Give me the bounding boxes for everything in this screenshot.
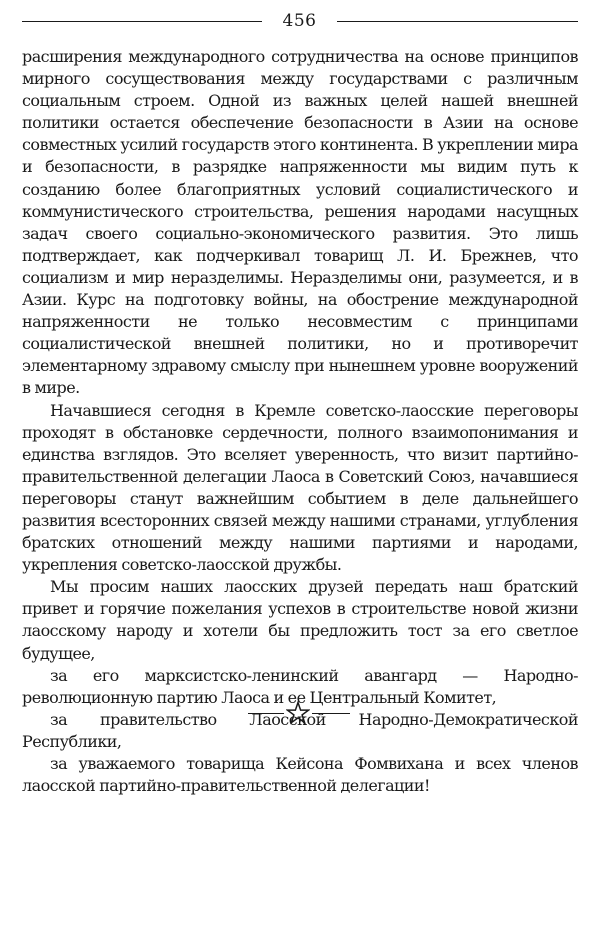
toast-line-vanguard: за его марксистско-ленинский авангард — Народно-революционную партию Лаоса и ее Центральный Комитет, [22, 665, 578, 707]
header-rule-right [337, 21, 578, 22]
page-number: 456 [282, 11, 317, 31]
page-header [22, 10, 578, 34]
paragraph-1: расширения международного сотрудничества на основе принципов мирного сосуществования между государствами с различным социальным строем. Одной из важных целей нашей внешней политики остается обеспечение безопасности в Азии на основе совместных усилий государств этого континента. В укреплении мира и безопасности, в разрядке напряженности мы видим путь к созданию более благоприятных условий социалистического и коммунистического строительства, решения народами насущных задач своего социально-экономического развития. Это лишь подтверждает, как подчеркивал товарищ Л. И. Брежнев, что социализм и мир неразделимы. Неразделимы они, разумеется, и в Азии. Курс на подготовку войны, на обострение международной напряженности не только несовместим с принципами социалистической внешней политики, но и противоречит элементарному здравому смыслу при нынешнем уровне вооружений в мире. [22, 47, 578, 398]
toast-line-delegation: за уважаемого товарища Кейсона Фомвихана и всех членов лаосской партийно-правительственной делегации! [22, 754, 578, 796]
page-body [22, 46, 578, 797]
section-end-ornament [248, 700, 352, 726]
ornament-rule-right [312, 713, 350, 714]
star-outline-icon [286, 701, 310, 725]
paragraph-3: Мы просим наших лаосских друзей передать наш братский привет и горячие пожелания успехов в строительстве новой жизни лаосскому народу и хотели бы предложить тост за его светлое будущее, [22, 577, 578, 663]
paragraph-2: Начавшиеся сегодня в Кремле советско-лаосские переговоры проходят в обстановке сердечности, полного взаимопонимания и единства взглядов. Это вселяет уверенность, что визит партийно-правительственной делегации Лаоса в Советский Союз, начавшиеся переговоры станут важнейшим событием в деле дальнейшего развития всесторонних связей между нашими странами, углубления братских отношений между нашими партиями и народами, укрепления советско-лаосской дружбы. [22, 400, 578, 575]
toast-line-government: за правительство Лаосской Народно-Демократической Республики, [22, 709, 578, 751]
header-rule-left [22, 21, 262, 22]
ornament-rule-left [248, 713, 284, 714]
